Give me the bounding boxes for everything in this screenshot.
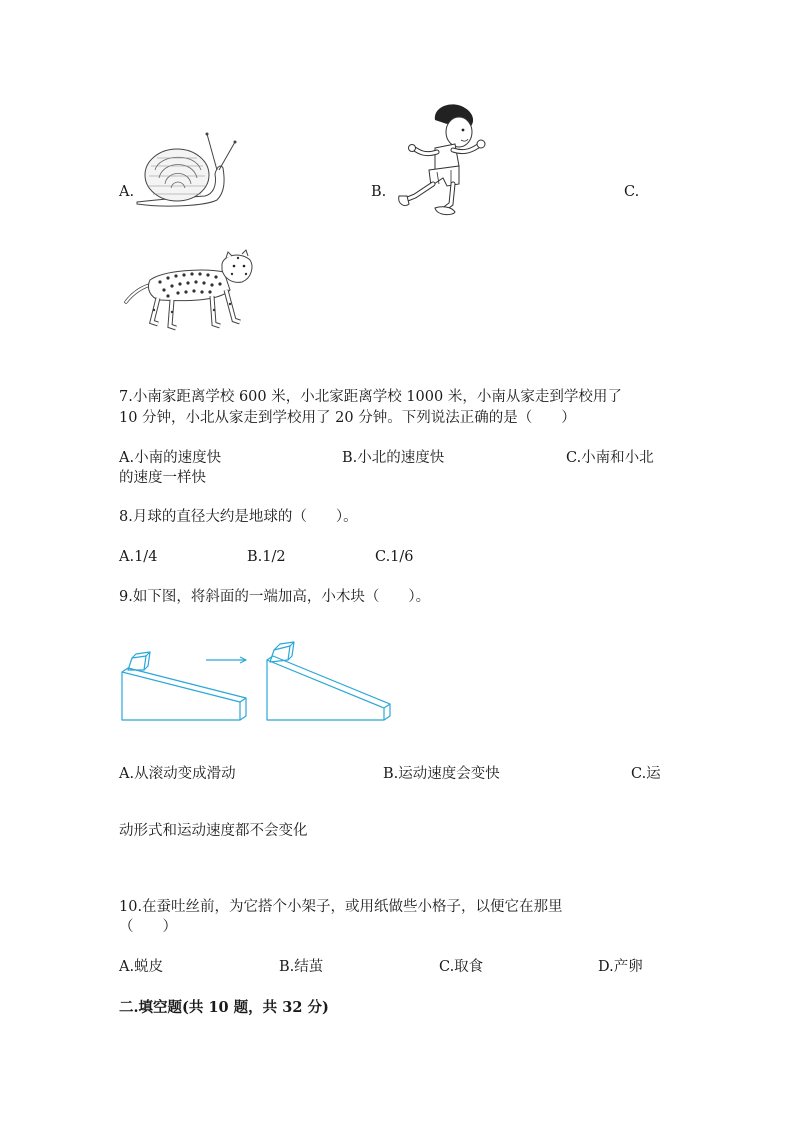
q10-stem-line2: （ ） <box>119 919 177 935</box>
q8-option-a[interactable]: A.1/4 <box>119 549 158 565</box>
q9-option-b[interactable]: B.运动速度会变快 <box>383 766 500 782</box>
q9-option-a[interactable]: A.从滚动变成滑动 <box>119 766 236 782</box>
q7-option-c[interactable]: C.小南和小北 <box>566 450 654 466</box>
q10-option-a[interactable]: A.蜕皮 <box>119 959 164 975</box>
q8-option-c[interactable]: C.1/6 <box>375 549 414 565</box>
q8-stem: 8.月球的直径大约是地球的（ ）。 <box>119 509 358 525</box>
incline-high <box>267 642 390 720</box>
q7-option-b[interactable]: B.小北的速度快 <box>342 450 445 466</box>
q9-option-c[interactable]: C.运 <box>631 766 661 782</box>
q8-option-b[interactable]: B.1/2 <box>247 549 286 565</box>
incline-diagram <box>118 640 393 726</box>
q9-option-c-continued: 动形式和运动速度都不会变化 <box>119 823 308 839</box>
q10-option-b[interactable]: B.结茧 <box>279 959 324 975</box>
q7-stem-line1: 7.小南家距离学校 600 米，小北家距离学校 1000 米，小南从家走到学校用了 <box>119 389 622 405</box>
q7-option-c-continued: 的速度一样快 <box>119 470 206 486</box>
q10-option-d[interactable]: D.产卵 <box>598 959 643 975</box>
running-boy-illustration <box>395 100 490 218</box>
snail-illustration <box>135 130 240 210</box>
q6-option-c-label[interactable]: C. <box>624 184 640 200</box>
section-2-heading: 二.填空题(共 10 题，共 32 分) <box>119 999 329 1016</box>
q7-stem-line2: 10 分钟，小北从家走到学校用了 20 分钟。下列说法正确的是（ ） <box>119 410 576 426</box>
q10-option-c[interactable]: C.取食 <box>439 959 484 975</box>
q6-option-b-label[interactable]: B. <box>371 184 387 200</box>
q9-stem: 9.如下图，将斜面的一端加高，小木块（ ）。 <box>119 589 431 605</box>
q6-option-a-label[interactable]: A. <box>119 184 135 200</box>
q10-stem-line1: 10.在蚕吐丝前，为它搭个小架子，或用纸做些小格子，以便它在那里 <box>119 899 563 915</box>
q7-option-a[interactable]: A.小南的速度快 <box>119 450 222 466</box>
incline-low <box>122 652 246 720</box>
leopard-illustration <box>124 250 256 332</box>
